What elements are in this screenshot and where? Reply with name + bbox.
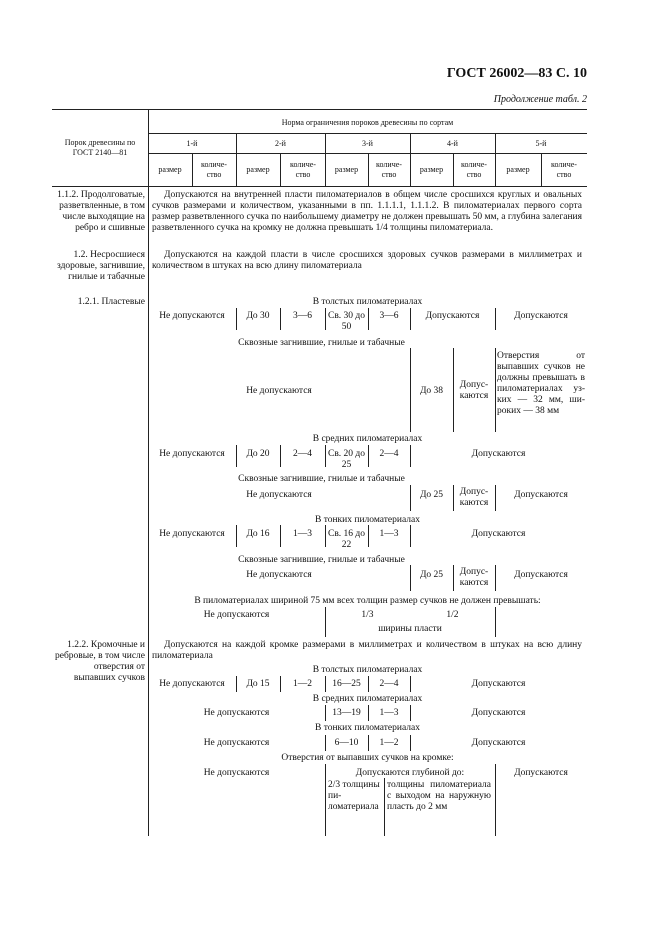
thick-through-grade5: Отверстия от выпавших сучков не должны превышать в пиломатериалах узких — 32 мм, широких — 38 мм [497, 351, 585, 416]
thick-through-no: Не допускаются [246, 386, 312, 396]
rule [495, 308, 496, 330]
rule [368, 735, 369, 751]
text-1-1-2: Допускаются на внутренней пласти пиломатериалов в общем числе сросшихся круглых и овальных сучков размерами и количеством, указанными в пп. 1.1.1.1, 1.1.1.2. В пиломатериалах первого сорта размер разветвленного сучка по наибольшему диаметру не должен превышать 50 мм, а глубина залегания разветвленного сучка на кромку не должна превышать 1/4 толщины пиломатериала. [152, 190, 582, 233]
thin-through-no: Не допускаются [246, 570, 312, 580]
text-1-2-2: Допускаются на каждой кромке размерами в миллиметрах и количеством в штуках на всю длину пиломатериала [152, 640, 582, 661]
edge-holes-grade3: 2/3 толщины пиломатериала [328, 780, 380, 812]
thick-size-3: Св. 30 до 50 [327, 311, 366, 332]
rule [410, 525, 411, 547]
table-top-rule [52, 109, 587, 110]
medium-qty-3: 2—4 [379, 449, 399, 459]
size-header: размер [158, 165, 182, 174]
sub-rule-4 [453, 153, 454, 186]
edge-holes-grade34: Допускаются глубиной до: [355, 768, 465, 778]
thick-through-qty4: Допускаются [459, 380, 489, 401]
thick-qty-3: 3—6 [379, 311, 399, 321]
section-through: Сквозные загнившие, гнилые и табачные [238, 555, 405, 565]
rule [495, 607, 496, 637]
section-through: Сквозные загнившие, гнилые и табачные [238, 474, 405, 484]
thin-through-grade5: Допускаются [514, 570, 568, 580]
rule [325, 607, 326, 637]
rule [495, 565, 496, 591]
rule [325, 308, 326, 330]
medium-size-2: До 20 [246, 449, 270, 459]
thin-grade45: Допускаются [471, 529, 526, 539]
edge-thin-size-3: 6—10 [334, 738, 359, 748]
rule [410, 735, 411, 751]
medium-through-size4: До 25 [419, 490, 444, 500]
page-title: ГОСТ 26002—83 С. 10 [446, 66, 587, 81]
edge-medium-grade45: Допускаются [471, 708, 526, 718]
edge-thin-grade45: Допускаются [471, 738, 526, 748]
edge-thick-grade45: Допускаются [471, 679, 526, 689]
rule [280, 308, 281, 330]
thick-grade1: Не допускаются [159, 311, 225, 321]
thin-grade1: Не допускаются [159, 529, 225, 539]
rule [368, 445, 369, 467]
medium-qty-2: 2—4 [293, 449, 312, 459]
norm-header: Норма ограничения пороков древесины по сортам [281, 118, 454, 127]
grade-3-header: 3-й [362, 139, 373, 148]
edge-medium-qty-3: 1—3 [379, 708, 399, 718]
thick-qty-2: 3—6 [293, 311, 312, 321]
edge-thick-size-3: 16—25 [332, 679, 361, 689]
sub-rule-3 [368, 153, 369, 186]
rule [325, 735, 326, 751]
edge-thick-qty-2: 1—2 [293, 679, 312, 689]
rule [410, 348, 411, 432]
medium-through-qty4: Допускаются [459, 487, 489, 508]
edge-holes-grade4: толщины пиломатериала с выходом на наружную пласть до 2 мм [387, 780, 491, 812]
medium-through-no: Не допускаются [246, 490, 312, 500]
rule [236, 676, 237, 692]
header-norm-rule [148, 133, 587, 134]
rule [325, 705, 326, 721]
medium-grade1: Не допускаются [159, 449, 225, 459]
rule [236, 308, 237, 330]
qty-header: количе-ство [551, 160, 577, 179]
rule [236, 445, 237, 467]
edge-medium-size-3: 13—19 [332, 708, 361, 718]
section-medium: В средних пиломатериалах [312, 434, 423, 444]
edge-holes-grade5: Допускаются [514, 768, 568, 778]
size-header: размер [506, 165, 530, 174]
rule [410, 308, 411, 330]
defect-label-1-2-2: 1.2.2. Кромочные и ребровые, в том числе отверстия от выпавших сучков [55, 640, 146, 683]
rule [495, 764, 496, 836]
rule [368, 308, 369, 330]
defect-label-1-1-2: 1.1.2. Продолговатые, разветвленные, в том числе выходящие на ребро и сшивные [57, 190, 145, 233]
edge-thin-grade12: Не допускаются [203, 738, 270, 748]
rule [410, 565, 411, 591]
edge-section-thin: В тонких пиломатериалах [314, 723, 420, 733]
qty-header: количе-ство [290, 160, 316, 179]
size-header: размер [246, 165, 270, 174]
rule [453, 485, 454, 511]
header-bottom-rule [52, 186, 587, 187]
thick-grade4: Допускаются [425, 311, 480, 321]
rule [325, 764, 326, 836]
rule [280, 445, 281, 467]
section-thick: В толстых пиломатериалах [312, 297, 423, 307]
grade-5-header: 5-й [535, 139, 547, 148]
edge-holes-note: Отверстия от выпавших сучков на кромке: [281, 753, 454, 763]
thin-qty-3: 1—3 [379, 529, 399, 539]
thick-through-size4: До 38 [419, 386, 444, 396]
rule [495, 348, 496, 432]
thin-size-2: До 16 [246, 529, 270, 539]
sub-rule-1 [192, 153, 193, 186]
medium-grade45: Допускаются [471, 449, 526, 459]
edge-section-thick: В толстых пиломатериалах [312, 665, 423, 675]
rule [280, 525, 281, 547]
rule [368, 676, 369, 692]
rule [384, 778, 385, 836]
size-header: размер [334, 165, 359, 174]
rule [410, 445, 411, 467]
defect-label-1-2: 1.2. Несросшиеся здоровые, загнившие, гнилые и табачные [56, 250, 145, 282]
section-thin: В тонких пиломатериалах [314, 515, 420, 525]
rule [368, 705, 369, 721]
thin-size-3: Св. 16 до 22 [327, 529, 366, 550]
continuation-label: Продолжение табл. 2 [493, 94, 587, 105]
sub-rule-2 [280, 153, 281, 186]
edge-thick-grade1: Не допускаются [159, 679, 225, 689]
sub-rule-5 [541, 153, 542, 186]
rule [236, 525, 237, 547]
grade-4-header: 4-й [447, 139, 458, 148]
text-1-2: Допускаются на каждой пласти в числе сросшихся здоровых сучков размерами в миллиметрах и количеством в штуках на всю длину пиломатериала [152, 250, 582, 271]
qty-header: количе-ство [376, 160, 402, 179]
section-through: Сквозные загнившие, гнилые и табачные [238, 338, 405, 348]
thin-through-size4: До 25 [419, 570, 444, 580]
width75-grade3: 1/3 [361, 610, 374, 620]
thick-size-2: До 30 [246, 311, 270, 321]
rule [325, 445, 326, 467]
rule [325, 525, 326, 547]
edge-medium-grade12: Не допускаются [203, 708, 270, 718]
qty-header: количе-ство [201, 160, 227, 179]
size-header: размер [419, 165, 444, 174]
edge-thick-qty-3: 2—4 [379, 679, 399, 689]
width75-grade4: 1/2 [446, 610, 459, 620]
edge-section-medium: В средних пиломатериалах [312, 694, 423, 704]
grade-2-header: 2-й [275, 139, 286, 148]
rule [368, 525, 369, 547]
rule [410, 485, 411, 511]
width75-unit: ширины пласти [378, 624, 442, 634]
rule [453, 565, 454, 591]
width75-note: В пиломатериалах шириной 75 мм всех толщин размер сучков не должен превышать: [194, 596, 541, 606]
medium-through-grade5: Допускаются [514, 490, 568, 500]
thin-through-qty4: Допускаются [459, 567, 489, 588]
thick-grade5: Допускаются [514, 311, 568, 321]
edge-holes-grade12: Не допускаются [203, 768, 270, 778]
edge-thick-size-2: До 15 [246, 679, 270, 689]
rule [280, 676, 281, 692]
grade-1-header: 1-й [186, 139, 198, 148]
rule [410, 676, 411, 692]
edge-thin-qty-3: 1—2 [379, 738, 399, 748]
col1-header: Порок древесины по ГОСТ 2140—81 [64, 138, 136, 157]
rule [453, 348, 454, 432]
thin-qty-2: 1—3 [293, 529, 312, 539]
width75-grade12: Не допускаются [203, 610, 270, 620]
rule [325, 676, 326, 692]
medium-size-3: Св. 20 до 25 [327, 449, 366, 470]
rule [495, 485, 496, 511]
rule [410, 705, 411, 721]
defect-label-1-2-1: 1.2.1. Пластевые [77, 297, 145, 307]
qty-header: количе-ство [461, 160, 487, 179]
